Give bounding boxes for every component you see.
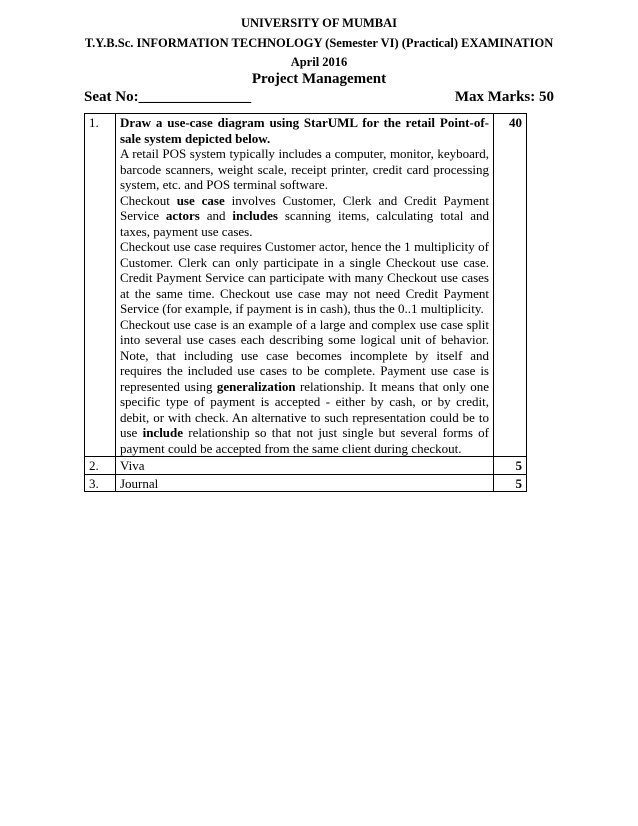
- question-number: 2.: [85, 457, 116, 475]
- question-number: 3.: [85, 474, 116, 492]
- university-heading: UNIVERSITY OF MUMBAI: [240, 16, 398, 30]
- seat-number-field: Seat No:_______________: [84, 89, 252, 105]
- bold-term: use case: [176, 192, 225, 208]
- table-row: [85, 114, 527, 457]
- text-span: Checkout: [120, 192, 177, 208]
- bold-term: generalization: [216, 378, 296, 394]
- table-row: [85, 474, 527, 492]
- max-marks: Max Marks: 50: [454, 89, 554, 105]
- table-row: [85, 457, 527, 475]
- text-span: scanning items, calculating total and taxes, payment use cases.: [120, 208, 489, 239]
- bold-term: include: [142, 425, 184, 440]
- bold-term: includes: [232, 208, 278, 223]
- question-marks: 40: [494, 114, 527, 457]
- bold-term: actors: [165, 208, 200, 223]
- question-number: 1.: [85, 114, 116, 457]
- text-span: involves Customer, Clerk and Credit Payment Service: [120, 192, 489, 223]
- subject-title: Project Management: [251, 71, 387, 87]
- text-span: and: [199, 208, 233, 223]
- text-span: Checkout use case is an example of a large and complex use case split into several use cases each describing some logical unit of behavior. Note, that including use case becomes incomplete by itself and requires the included use cases to be complete. Payment use case is represented using: [120, 316, 489, 394]
- question-text: Journal: [116, 474, 494, 492]
- question-paragraph: [120, 317, 489, 457]
- question-marks: 5: [494, 474, 527, 492]
- question-title: Draw a use-case diagram using StarUML for the retail Point-of-sale system depicted below.: [120, 115, 489, 146]
- question-paragraph: [120, 193, 489, 240]
- exam-date: April 2016: [290, 55, 348, 69]
- exam-heading: T.Y.B.Sc. INFORMATION TECHNOLOGY (Semester VI) (Practical) EXAMINATION: [84, 36, 554, 50]
- question-paragraph: Checkout use case requires Customer actor, hence the 1 multiplicity of Customer. Clerk can only participate in a single Checkout use case. Credit Payment Service can participate with many Checkout use cases at the same time. Checkout use case may not need Credit Payment Service (for example, if payment is in cash), thus the 0..1 multiplicity.: [120, 239, 489, 316]
- text-span: relationship. It means that only one specific type of payment is accepted - either by cash, or by credit, debit, or with check. An alternative to such representation could be to use: [120, 378, 489, 440]
- text-span: relationship so that not just single but several forms of payment could be accepted from the same client during checkout.: [120, 425, 489, 456]
- question-marks: 5: [494, 457, 527, 475]
- question-text: [116, 114, 494, 457]
- questions-table: [84, 113, 527, 492]
- question-paragraph: A retail POS system typically includes a computer, monitor, keyboard, barcode scanners, weight scale, receipt printer, credit card processing system, etc. and POS terminal software.: [120, 146, 489, 192]
- question-text: Viva: [116, 457, 494, 475]
